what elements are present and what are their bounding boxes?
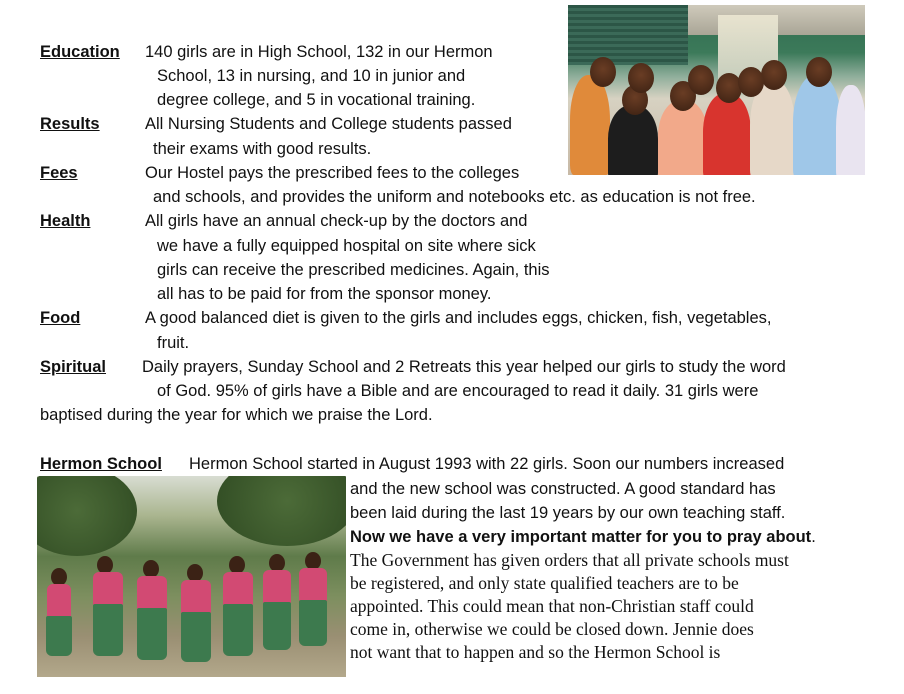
hermon-serif-line: appointed. This could mean that non-Christian staff could [350,596,754,616]
girl-head [628,63,654,93]
spiritual-line: baptised during the year for which we praise the Lord. [40,406,433,424]
label-hermon-school: Hermon School [40,455,162,473]
prayer-request-line [350,527,816,547]
photo-tree [37,476,137,556]
hermon-line: Hermon School started in August 1993 with 22 girls. Soon our numbers increased [189,455,785,473]
label-spiritual: Spiritual [40,358,107,376]
girl-figure [703,93,751,175]
girl-figure [570,75,610,175]
child-figure [181,612,211,662]
child-figure [181,580,211,614]
child-figure [223,572,253,606]
girl-figure [608,105,658,175]
education-line: School, 13 in nursing, and 10 in junior and [157,67,466,85]
child-figure [223,604,253,656]
girl-figure [658,100,708,175]
fees-line: Our Hostel pays the prescribed fees to the colleges [145,164,520,182]
child-figure [299,600,327,646]
hermon-serif-line: not want that to happen and so the Hermon School is [350,642,721,662]
girl-head [806,57,832,87]
label-food: Food [40,309,81,327]
education-line: 140 girls are in High School, 132 in our Hermon [145,43,493,61]
health-line: all has to be paid for from the sponsor money. [157,285,492,303]
prayer-request-bold: Now we have a very important matter for you to pray about [350,528,812,546]
child-figure [47,584,71,618]
child-figure [137,576,167,610]
hermon-line: and the new school was constructed. A good standard has [350,480,776,498]
girl-figure [793,75,841,175]
results-line: All Nursing Students and College students passed [145,115,512,133]
child-figure [263,570,291,604]
label-education: Education [40,43,120,61]
food-line: fruit. [157,334,190,352]
spiritual-line: of God. 95% of girls have a Bible and are encouraged to read it daily. 31 girls were [157,382,759,400]
child-figure [46,616,72,656]
hermon-serif-line: be registered, and only state qualified teachers are to be [350,573,739,593]
label-fees: Fees [40,164,78,182]
hermon-serif-line: come in, otherwise we could be closed down. Jennie does [350,619,754,639]
label-results: Results [40,115,100,133]
girl-head [590,57,616,87]
health-line: All girls have an annual check-up by the doctors and [145,212,528,230]
child-figure [263,602,291,650]
prayer-request-punct: . [811,528,816,546]
hermon-line: been laid during the last 19 years by our own teaching staff. [350,504,786,522]
girl-head [761,60,787,90]
photo-tree [217,476,346,546]
health-line: girls can receive the prescribed medicines. Again, this [157,261,550,279]
child-figure [93,604,123,656]
food-line: A good balanced diet is given to the girls and includes eggs, chicken, fish, vegetables, [145,309,772,327]
child-figure [299,568,327,602]
child-figure [137,608,167,660]
hermon-serif-line: The Government has given orders that all private schools must [350,550,789,570]
child-figure [93,572,123,606]
fees-line: and schools, and provides the uniform and notebooks etc. as education is not free. [153,188,756,206]
photo-shutter [568,5,688,65]
health-line: we have a fully equipped hospital on site where sick [157,237,536,255]
girl-head [688,65,714,95]
label-health: Health [40,212,91,230]
hostel-girls-photo [568,5,865,175]
education-line: degree college, and 5 in vocational training. [157,91,476,109]
spiritual-line: Daily prayers, Sunday School and 2 Retreats this year helped our girls to study the word [142,358,786,376]
school-children-photo [37,476,346,677]
results-line: their exams with good results. [153,140,372,158]
girl-figure [836,85,865,175]
girl-head [738,67,764,97]
